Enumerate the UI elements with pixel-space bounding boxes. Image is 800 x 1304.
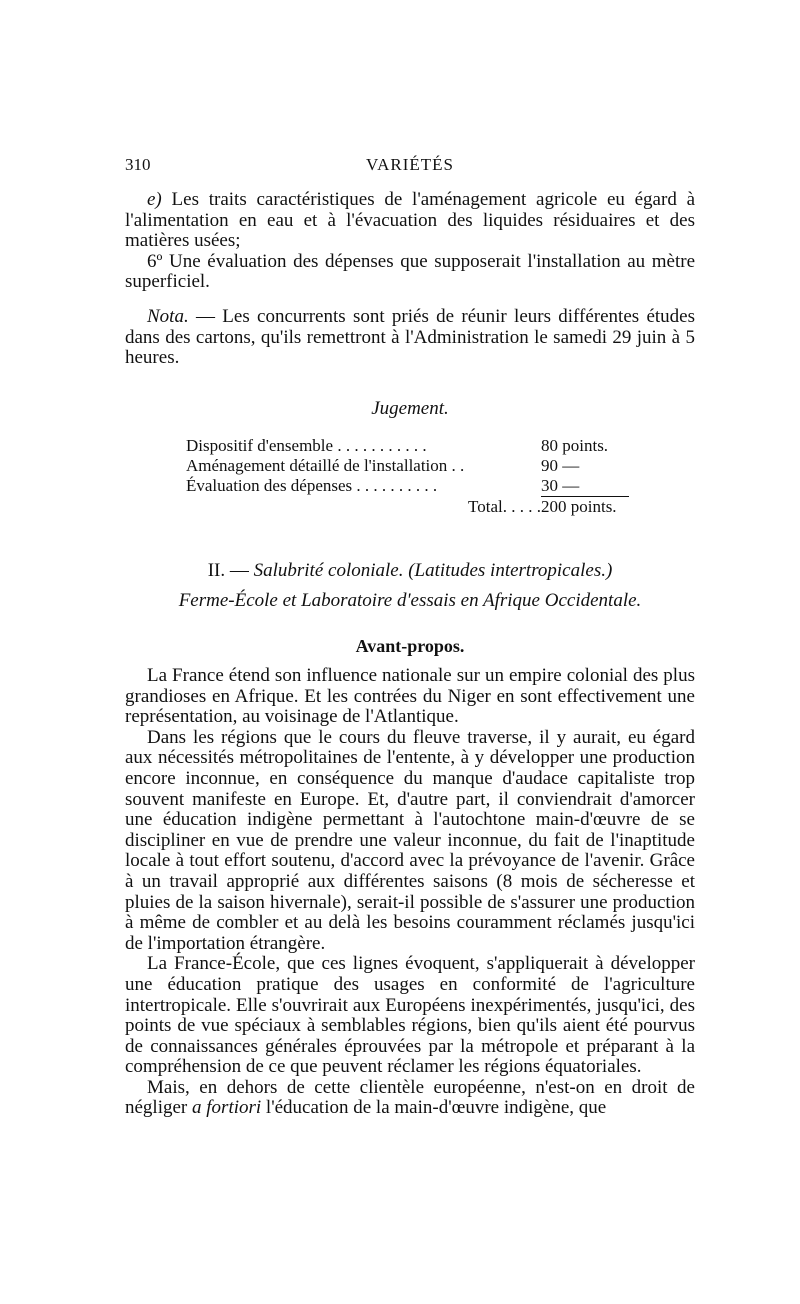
section-title-b: (Latitudes intertropicales.) (403, 560, 613, 581)
item-e (125, 190, 695, 252)
item-6 (125, 252, 695, 293)
page-header (125, 155, 695, 179)
item-e-text: Les traits caractéristiques de l'aménagement agricole eu égard à l'alimentation en eau et à l'évacuation des liquides résiduaires et des matières usées; (125, 189, 696, 252)
p4-text-a: Mais, en dehors de cette clientèle européenne, n'est-on en droit de négliger (125, 1076, 695, 1119)
total-points: 200 points. (541, 497, 629, 518)
score-table (186, 436, 629, 517)
body-paragraph-3: La France-École, que ces lignes évoquent, s'appliquerait à développer une éducation pratique des usages en conformité de l'agriculture intertropicale. Elle s'ouvrirait aux Européens inexpérimentés, jusqu'ici, des points de vue spéciaux à semblables régions, bien qu'ils aient été pourvus de connaissances générales éprouvées par la métropole et préparant à la compréhension de ce que peuvent réclamer les régions équatoriales. (125, 953, 695, 1078)
page-number: 310 (125, 155, 151, 174)
section-heading: Avant-propos. (355, 636, 465, 656)
score-row (186, 436, 629, 456)
nota-label: Nota. (147, 305, 189, 327)
section-title-a: Salubrité coloniale. (253, 560, 404, 581)
total-label: Total. . . . . (468, 496, 541, 516)
item-6-text: Une évaluation des dépenses que supposerait l'installation au mètre superficiel. (125, 250, 695, 293)
body-paragraph-1: La France étend son influence nationale sur un empire colonial des plus grandioses en Afrique. Et les contrées du Niger en sont effectivement une représentation, au voisinage de l'Atlantique. (125, 665, 695, 728)
score-row (186, 456, 629, 476)
item-6-label: 6º (147, 250, 163, 272)
body-paragraph-4 (125, 1078, 695, 1119)
body-paragraph-2: Dans les régions que le cours du fleuve traverse, il y aurait, eu égard aux nécessités métropolitaines de l'entente, à y développer une production encore inconnue, en conséquence du manque d'audace capitaliste trop souvent manifeste en Europe. Et, d'autre part, il conviendrait d'amorcer une éducation indigène permettant à l'autochtone main-d'œuvre de se discipliner en vue de prendre une valeur inconnue, du fait de l'inaptitude locale à tout effort soutenu, d'accord avec la prévoyance de l'avenir. Grâce à un travail approprié aux différentes saisons (8 mois de sécheresse et pluies de la saison hivernale), serait-il possible de s'assurer une production à même de combler et au delà les besoins couramment réclamés jusqu'ici de l'importation étrangère. (125, 726, 695, 954)
score-label: Dispositif d'ensemble . . . . . . . . . . . (186, 436, 427, 455)
score-row (186, 476, 629, 497)
p4-italic: a fortiori (192, 1097, 262, 1119)
item-e-label: e) (147, 189, 162, 210)
score-points: 80 points. (541, 436, 609, 455)
section-number: II. — (207, 560, 254, 581)
nota-text: — Les concurrents sont priés de réunir leurs différentes études dans des cartons, qu'ils remettront à l'Administration le samedi 29 juin à 5 heures. (125, 305, 695, 369)
section-subtitle: Ferme-École et Laboratoire d'essais en Afrique Occidentale. (178, 590, 642, 611)
section-title (125, 560, 695, 582)
body-text (125, 666, 695, 1119)
p4-text-b: l'éducation de la main-d'œuvre indigène, que (261, 1097, 607, 1119)
total-row (186, 497, 629, 518)
score-label: Évaluation des dépenses . . . . . . . . . . (186, 476, 438, 495)
intro-block (125, 190, 695, 369)
running-head: VARIÉTÉS (366, 155, 454, 174)
judgement-title: Jugement. (371, 398, 449, 419)
score-points: 30 — (541, 476, 580, 495)
score-label: Aménagement détaillé de l'installation . . (186, 456, 465, 475)
score-points: 90 — (541, 456, 580, 475)
nota-paragraph (125, 307, 695, 369)
